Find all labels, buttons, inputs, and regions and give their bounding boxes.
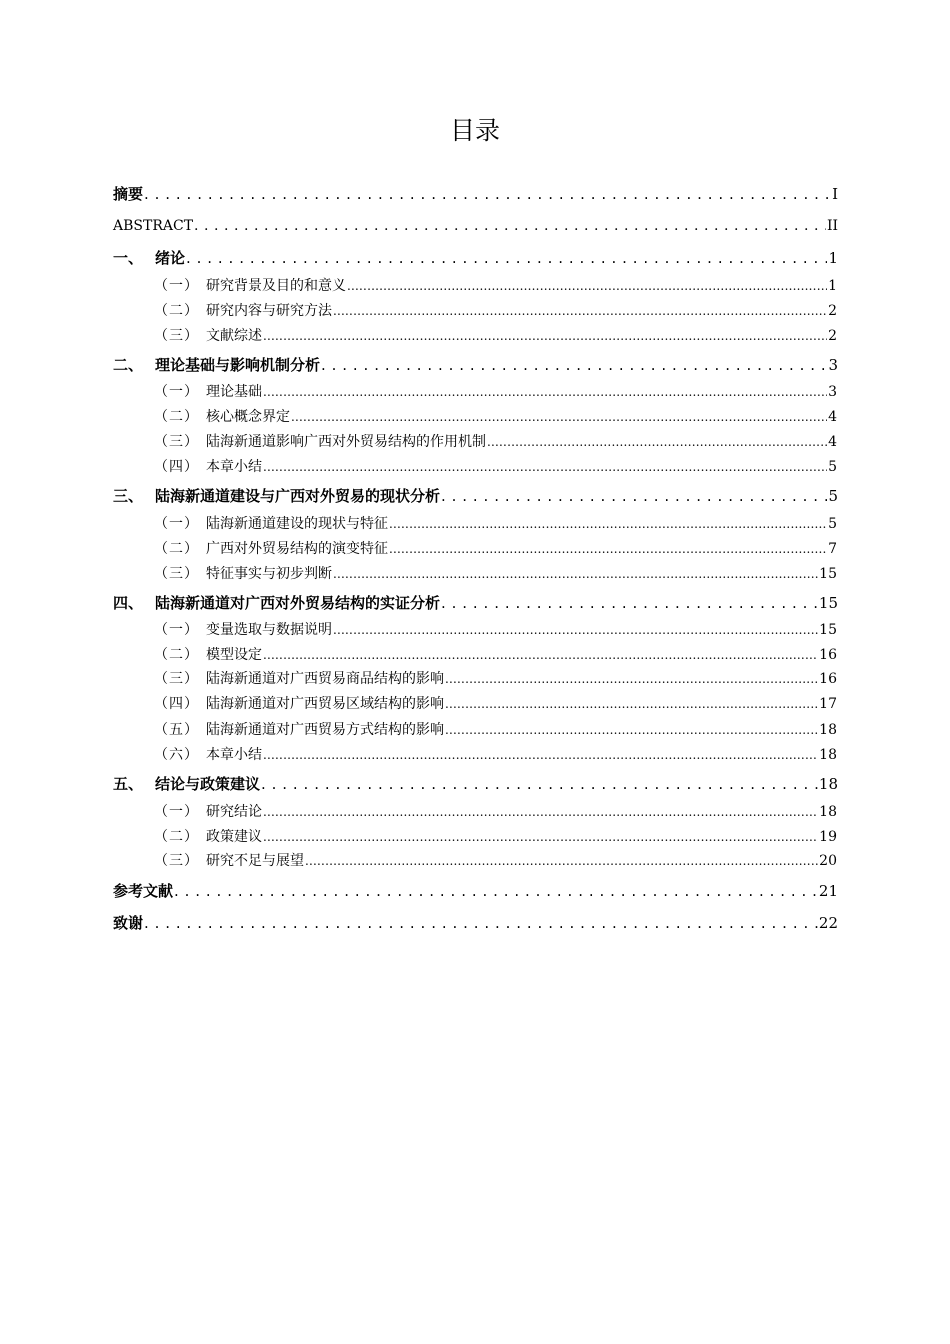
toc-entry-title: 陆海新通道建设与广西对外贸易的现状分析 — [155, 487, 441, 505]
toc-entry-title: 理论基础与影响机制分析 — [155, 356, 321, 374]
toc-leader — [445, 667, 818, 691]
toc-leader — [194, 214, 826, 238]
toc-entry-title: 陆海新通道对广西贸易商品结构的影响 — [206, 671, 444, 687]
toc-entry-title: 本章小结 — [206, 459, 262, 475]
toc-leader — [321, 353, 827, 377]
toc-chapter-number: 三、 — [113, 487, 144, 505]
toc-section-4-2[interactable] — [154, 643, 837, 667]
toc-entry-title: 变量选取与数据说明 — [206, 622, 332, 638]
toc-entry-title: 研究结论 — [206, 804, 262, 820]
toc-section-number: （三） — [154, 434, 199, 450]
toc-leader — [144, 911, 818, 935]
toc-section-2-3[interactable] — [154, 430, 837, 454]
toc-leader — [347, 274, 827, 298]
toc-entry-title: 广西对外贸易结构的演变特征 — [206, 541, 388, 557]
toc-section-5-3[interactable] — [154, 849, 837, 873]
toc-section-number: （一） — [154, 384, 199, 400]
toc-entry-title: 陆海新通道对广西对外贸易结构的实证分析 — [155, 594, 441, 612]
toc-entry-title: 参考文献 — [113, 882, 174, 900]
toc-entry-title: 政策建议 — [206, 829, 262, 845]
toc-page-number: 16 — [819, 647, 837, 663]
toc-leader — [441, 591, 818, 615]
toc-entry-title: 陆海新通道影响广西对外贸易结构的作用机制 — [206, 434, 486, 450]
toc-entry-abstract-cn[interactable] — [113, 182, 838, 206]
toc-page-number: 7 — [828, 541, 837, 557]
toc-leader — [263, 324, 827, 348]
toc-section-number: （五） — [154, 722, 199, 738]
toc-leader — [263, 455, 827, 479]
toc-leader — [487, 430, 827, 454]
toc-section-number: （一） — [154, 516, 199, 532]
toc-section-4-5[interactable] — [154, 718, 837, 742]
toc-leader — [263, 380, 827, 404]
toc-page-number: 19 — [819, 829, 837, 845]
toc-section-1-3[interactable] — [154, 324, 837, 348]
toc-leader — [305, 849, 818, 873]
toc-section-number: （四） — [154, 696, 199, 712]
toc-section-2-1[interactable] — [154, 380, 837, 404]
toc-leader — [441, 484, 827, 508]
toc-leader — [333, 299, 827, 323]
toc-section-4-3[interactable] — [154, 667, 837, 691]
toc-chapter-number: 一、 — [113, 249, 144, 267]
toc-section-1-1[interactable] — [154, 274, 837, 298]
toc-section-number: （二） — [154, 303, 199, 319]
toc-page-number: 22 — [818, 914, 838, 932]
toc-leader — [333, 562, 818, 586]
toc-page-number: 4 — [828, 434, 837, 450]
toc-section-4-1[interactable] — [154, 618, 837, 642]
toc-entry-title: 研究不足与展望 — [206, 853, 304, 869]
toc-entry-title: 核心概念界定 — [206, 409, 290, 425]
toc-page-number: 5 — [828, 459, 837, 475]
toc-page-number: 21 — [818, 882, 838, 900]
toc-page-number: 15 — [818, 594, 838, 612]
toc-section-number: （二） — [154, 829, 199, 845]
toc-section-3-2[interactable] — [154, 537, 837, 561]
toc-section-number: （一） — [154, 622, 199, 638]
toc-chapter-number: 四、 — [113, 594, 144, 612]
toc-section-2-4[interactable] — [154, 455, 837, 479]
toc-leader — [263, 743, 818, 767]
toc-leader — [291, 405, 827, 429]
toc-page-number: 3 — [828, 384, 837, 400]
toc-section-number: （六） — [154, 747, 199, 763]
toc-page-number: 1 — [828, 249, 838, 267]
toc-entry-abstract-en[interactable] — [113, 214, 838, 238]
toc-section-5-2[interactable] — [154, 825, 837, 849]
toc-page-number: 18 — [818, 775, 838, 793]
toc-leader — [389, 512, 827, 536]
toc-entry-title: 摘要 — [113, 185, 144, 203]
toc-section-number: （三） — [154, 671, 199, 687]
toc-section-5-1[interactable] — [154, 800, 837, 824]
toc-page-number: 18 — [819, 722, 837, 738]
toc-section-2-2[interactable] — [154, 405, 837, 429]
toc-entry-title: ABSTRACT — [113, 218, 194, 234]
toc-entry-title: 陆海新通道对广西贸易区域结构的影响 — [206, 696, 444, 712]
toc-leader — [263, 800, 818, 824]
toc-page-number: 2 — [828, 328, 837, 344]
toc-page-number: 18 — [819, 747, 837, 763]
toc-section-number: （一） — [154, 278, 199, 294]
toc-entry-title: 结论与政策建议 — [155, 775, 261, 793]
toc-section-4-6[interactable] — [154, 743, 837, 767]
toc-section-4-4[interactable] — [154, 692, 837, 716]
toc-chapter-1[interactable] — [113, 246, 838, 270]
toc-page-number: II — [826, 218, 838, 234]
toc-page-number: 15 — [819, 566, 837, 582]
toc-chapter-3[interactable] — [113, 484, 838, 508]
toc-chapter-5[interactable] — [113, 772, 838, 796]
toc-section-number: （三） — [154, 566, 199, 582]
toc-page-number: 3 — [828, 356, 838, 374]
toc-section-number: （四） — [154, 459, 199, 475]
toc-leader — [333, 618, 818, 642]
toc-page-number: 20 — [819, 853, 837, 869]
toc-page-number: 16 — [819, 671, 837, 687]
toc-leader — [445, 718, 818, 742]
toc-page-number: 15 — [819, 622, 837, 638]
toc-entry-title: 理论基础 — [206, 384, 262, 400]
toc-entry-references[interactable] — [113, 879, 838, 903]
toc-page-number: 18 — [819, 804, 837, 820]
toc-section-number: （一） — [154, 804, 199, 820]
toc-page-number: 1 — [828, 278, 837, 294]
toc-entry-title: 研究内容与研究方法 — [206, 303, 332, 319]
toc-entry-title: 本章小结 — [206, 747, 262, 763]
toc-entry-title: 陆海新通道建设的现状与特征 — [206, 516, 388, 532]
toc-entry-title: 研究背景及目的和意义 — [206, 278, 346, 294]
toc-page-number: 2 — [828, 303, 837, 319]
toc-entry-acknowledgements[interactable] — [113, 911, 838, 935]
toc-section-number: （二） — [154, 541, 199, 557]
toc-section-number: （二） — [154, 647, 199, 663]
toc-chapter-number: 二、 — [113, 356, 144, 374]
toc-section-3-1[interactable] — [154, 512, 837, 536]
toc-leader — [263, 643, 818, 667]
toc-section-1-2[interactable] — [154, 299, 837, 323]
toc-page-number: 5 — [828, 487, 838, 505]
toc-entry-title: 模型设定 — [206, 647, 262, 663]
toc-section-number: （三） — [154, 328, 199, 344]
toc-chapter-4[interactable] — [113, 591, 838, 615]
toc-chapter-2[interactable] — [113, 353, 838, 377]
toc-page-number: 4 — [828, 409, 837, 425]
toc-leader — [389, 537, 827, 561]
toc-entry-title: 特征事实与初步判断 — [206, 566, 332, 582]
toc-section-number: （二） — [154, 409, 199, 425]
toc-entry-title: 陆海新通道对广西贸易方式结构的影响 — [206, 722, 444, 738]
toc-leader — [186, 246, 827, 270]
page-title: 目录 — [449, 116, 500, 145]
toc-page-number: 5 — [828, 516, 837, 532]
toc-page-number: 17 — [819, 696, 837, 712]
toc-entry-title: 文献综述 — [206, 328, 262, 344]
toc-entry-title: 致谢 — [113, 914, 144, 932]
toc-leader — [263, 825, 818, 849]
toc-section-3-3[interactable] — [154, 562, 837, 586]
toc-chapter-number: 五、 — [113, 775, 144, 793]
toc-section-number: （三） — [154, 853, 199, 869]
toc-leader — [144, 182, 831, 206]
toc-page-number: I — [832, 185, 838, 203]
toc-leader — [445, 692, 818, 716]
toc-leader — [261, 772, 818, 796]
toc-entry-title: 绪论 — [155, 249, 186, 267]
toc-leader — [174, 879, 818, 903]
